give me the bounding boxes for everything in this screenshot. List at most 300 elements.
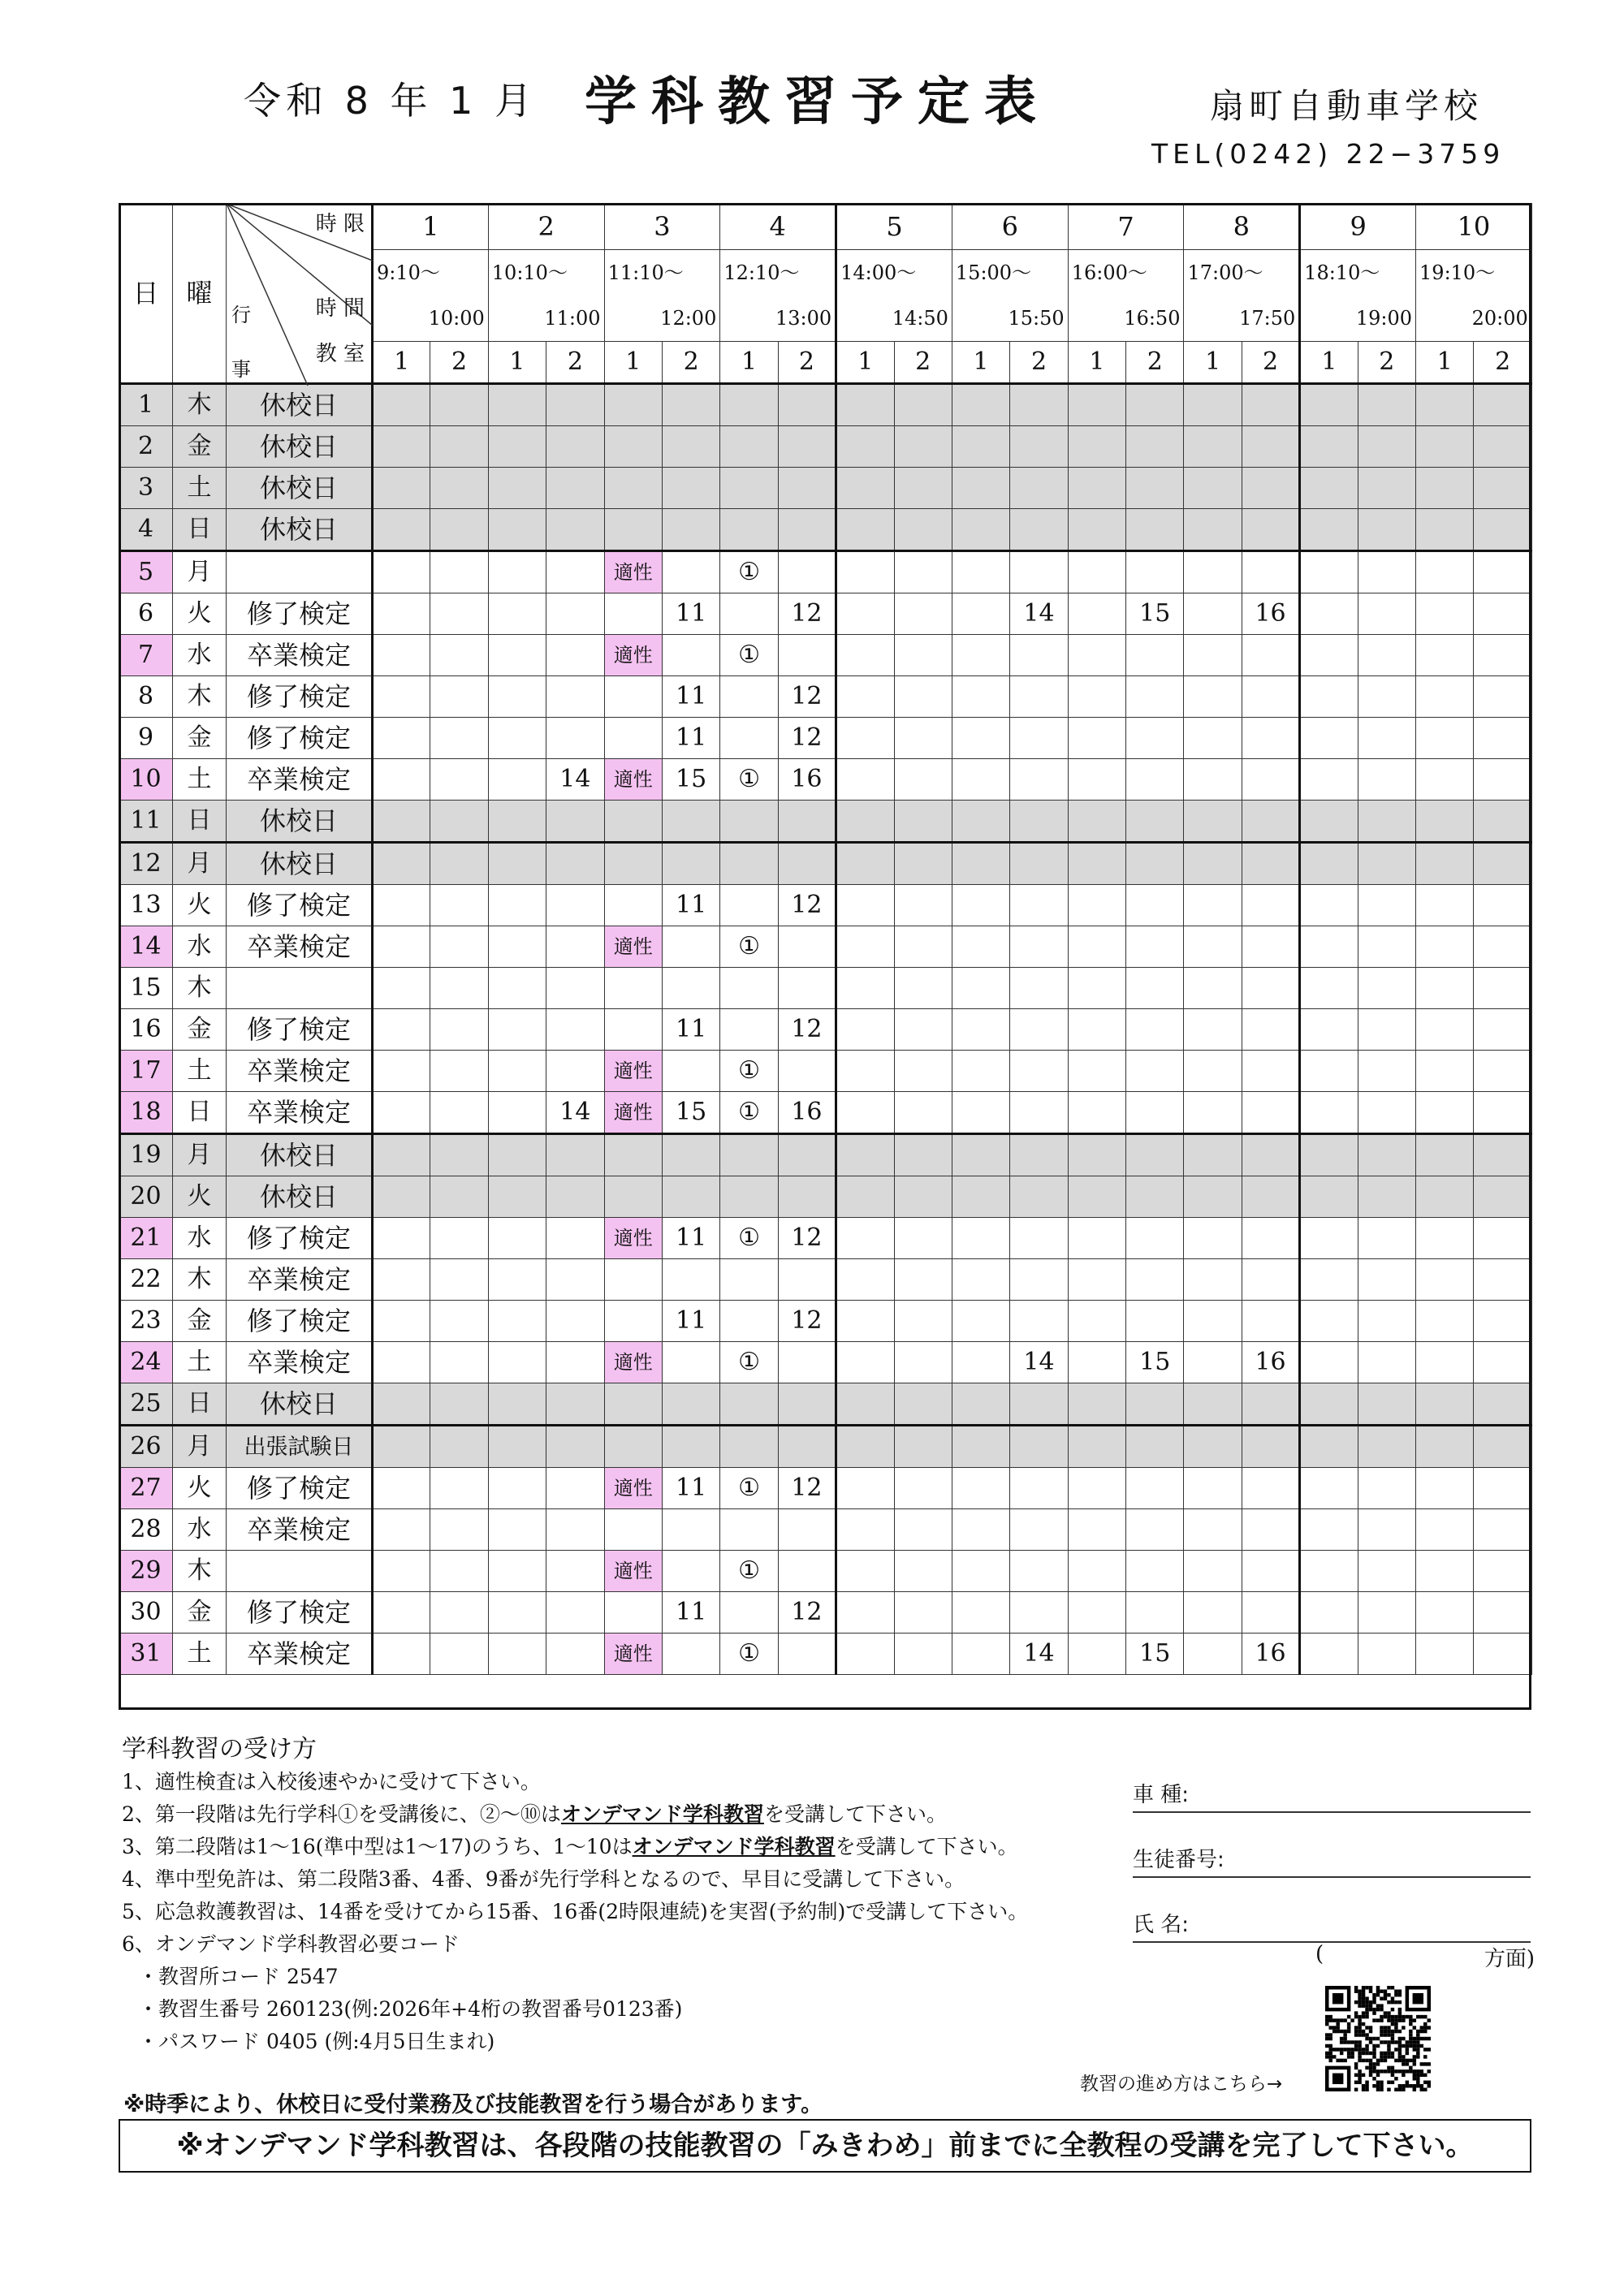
slot-cell [1416, 426, 1474, 468]
slot-cell [1474, 1134, 1531, 1176]
table-row [119, 968, 1532, 1009]
aptitude-badge: 適性 [605, 1342, 662, 1383]
slot-cell [430, 843, 488, 885]
slot-cell [1126, 1092, 1184, 1134]
slot-cell [720, 676, 778, 718]
event-cell: 修了検定 [227, 1218, 373, 1259]
slot-cell [778, 1509, 836, 1551]
slot-cell [546, 885, 604, 926]
event-cell [227, 551, 373, 593]
day-cell: 17 [119, 1051, 173, 1092]
slot-cell [430, 1509, 488, 1551]
aptitude-badge: 適性 [605, 1051, 662, 1091]
slot-cell: 12 [778, 1009, 836, 1051]
slot-cell [488, 1342, 546, 1383]
slot-cell [1300, 384, 1358, 426]
slot-cell [1474, 1592, 1531, 1634]
slot-cell [836, 759, 894, 801]
slot-cell [1358, 1634, 1415, 1675]
slot-cell [894, 426, 952, 468]
school-tel: TEL(0242) 22−3759 [1151, 138, 1505, 170]
direction-field [1315, 1942, 1535, 1972]
slot-cell [546, 1509, 604, 1551]
weekday-cell: 木 [173, 968, 227, 1009]
slot-cell [1068, 635, 1125, 676]
slot-cell [1358, 718, 1415, 759]
event-cell: 卒業検定 [227, 1342, 373, 1383]
slot-cell [1242, 1092, 1299, 1134]
slot-cell [720, 468, 778, 509]
slot-cell [1358, 1092, 1415, 1134]
slot-cell [546, 551, 604, 593]
slot-cell [1010, 509, 1068, 551]
slot-cell: 12 [778, 1301, 836, 1342]
period-start-time: 11:10〜 [604, 250, 720, 296]
slot-cell [1474, 1092, 1531, 1134]
day-cell: 31 [119, 1634, 173, 1675]
slot-cell [1358, 1426, 1415, 1468]
slot-cell [1474, 1468, 1531, 1509]
slot-cell [1010, 426, 1068, 468]
slot-cell [1010, 1426, 1068, 1468]
slot-cell [1126, 384, 1184, 426]
slot-cell [430, 801, 488, 843]
slot-cell [1184, 926, 1242, 968]
slot-cell [373, 426, 430, 468]
slot-cell [1068, 801, 1125, 843]
slot-cell [778, 968, 836, 1009]
slot-cell [373, 551, 430, 593]
slot-cell [894, 1176, 952, 1218]
slot-cell: ① [720, 1218, 778, 1259]
slot-cell [546, 801, 604, 843]
slot-cell: 12 [778, 1218, 836, 1259]
period-number: 9 [1300, 204, 1416, 250]
period-number: 8 [1184, 204, 1300, 250]
slot-cell [1068, 551, 1125, 593]
slot-cell [894, 593, 952, 635]
slot-cell [836, 1634, 894, 1675]
slot-cell [952, 1092, 1009, 1134]
slot-cell [546, 509, 604, 551]
slot-cell: 11 [662, 1218, 719, 1259]
table-row [119, 1218, 1532, 1259]
period-end-time: 20:00 [1416, 296, 1532, 342]
weekday-cell: 土 [173, 468, 227, 509]
slot-cell [1358, 968, 1415, 1009]
slot-cell [1300, 843, 1358, 885]
slot-cell [1126, 1134, 1184, 1176]
weekday-cell: 火 [173, 885, 227, 926]
event-cell: 卒業検定 [227, 1051, 373, 1092]
slot-cell [1126, 676, 1184, 718]
slot-cell [546, 968, 604, 1009]
period-end-time: 10:00 [373, 296, 489, 342]
slot-cell [546, 926, 604, 968]
event-cell: 修了検定 [227, 676, 373, 718]
slot-cell [1126, 1383, 1184, 1426]
slot-cell [1358, 509, 1415, 551]
slot-cell [373, 509, 430, 551]
slot-cell [1184, 885, 1242, 926]
slot-cell [604, 1634, 662, 1675]
slot-cell [662, 1551, 719, 1592]
event-cell: 卒業検定 [227, 1092, 373, 1134]
slot-cell [952, 1592, 1009, 1634]
event-cell: 卒業検定 [227, 1259, 373, 1301]
event-cell: 卒業検定 [227, 759, 373, 801]
slot-cell [1126, 1509, 1184, 1551]
slot-cell [1126, 1426, 1184, 1468]
slot-cell [1010, 843, 1068, 885]
period-start-time: 19:10〜 [1416, 250, 1532, 296]
slot-cell: 11 [662, 1592, 719, 1634]
slot-cell [1242, 1592, 1299, 1634]
event-cell: 休校日 [227, 801, 373, 843]
slot-cell [373, 968, 430, 1009]
slot-cell: ① [720, 551, 778, 593]
slot-cell [778, 1551, 836, 1592]
slot-cell [952, 1551, 1009, 1592]
slot-cell [1068, 1218, 1125, 1259]
day-cell: 29 [119, 1551, 173, 1592]
slot-cell [488, 1634, 546, 1675]
slot-cell: 14 [1010, 1634, 1068, 1675]
slot-cell [1416, 1426, 1474, 1468]
slot-cell [1416, 384, 1474, 426]
slot-cell [1416, 593, 1474, 635]
slot-cell: 12 [778, 593, 836, 635]
day-cell: 23 [119, 1301, 173, 1342]
slot-cell [1300, 968, 1358, 1009]
slot-cell [836, 1301, 894, 1342]
room-number: 2 [1474, 342, 1531, 384]
slot-cell: ① [720, 635, 778, 676]
slot-cell [894, 384, 952, 426]
slot-cell [662, 801, 719, 843]
slot-cell [1126, 1468, 1184, 1509]
slot-cell [1416, 968, 1474, 1009]
slot-cell [604, 1342, 662, 1383]
aptitude-badge: 適性 [605, 1634, 662, 1674]
slot-cell [720, 1509, 778, 1551]
note-2-c: を受講して下さい。 [763, 1802, 947, 1826]
slot-cell [1358, 801, 1415, 843]
slot-cell [546, 635, 604, 676]
day-cell: 10 [119, 759, 173, 801]
slot-cell [1242, 551, 1299, 593]
slot-cell [1416, 1383, 1474, 1426]
slot-cell: 12 [778, 1592, 836, 1634]
day-cell: 4 [119, 509, 173, 551]
slot-cell [836, 1009, 894, 1051]
slot-cell [1126, 551, 1184, 593]
slot-cell [894, 968, 952, 1009]
slot-cell [1184, 1301, 1242, 1342]
table-row [119, 551, 1532, 593]
slot-cell: 11 [662, 718, 719, 759]
slot-cell [662, 426, 719, 468]
slot-cell [894, 843, 952, 885]
slot-cell [836, 801, 894, 843]
slot-cell [488, 1551, 546, 1592]
slot-cell [662, 926, 719, 968]
slot-cell [430, 968, 488, 1009]
weekday-cell: 火 [173, 1176, 227, 1218]
slot-cell [720, 384, 778, 426]
table-row [119, 1592, 1532, 1634]
direction-close: 方面) [1484, 1947, 1535, 1971]
slot-cell [430, 1051, 488, 1092]
slot-cell [1242, 1301, 1299, 1342]
slot-cell [836, 1218, 894, 1259]
day-cell: 3 [119, 468, 173, 509]
slot-cell: 11 [662, 1301, 719, 1342]
diag-jigen: 時 限 [315, 212, 365, 236]
slot-cell [1416, 801, 1474, 843]
slot-cell [1358, 1301, 1415, 1342]
slot-cell [373, 1551, 430, 1592]
slot-cell [373, 718, 430, 759]
schedule-table [119, 203, 1532, 1675]
slot-cell: 16 [778, 759, 836, 801]
slot-cell [1126, 1051, 1184, 1092]
slot-cell [662, 635, 719, 676]
period-number: 3 [604, 204, 720, 250]
slot-cell [430, 509, 488, 551]
period-start-time: 10:10〜 [488, 250, 604, 296]
slot-cell [1126, 759, 1184, 801]
slot-cell [778, 1259, 836, 1301]
slot-cell [894, 1468, 952, 1509]
qr-code-icon[interactable] [1325, 1986, 1431, 2091]
period-number: 4 [720, 204, 836, 250]
slot-cell [546, 1051, 604, 1092]
slot-cell [1300, 1176, 1358, 1218]
slot-cell [373, 843, 430, 885]
slot-cell [1416, 509, 1474, 551]
slot-cell: 11 [662, 1009, 719, 1051]
slot-cell [1300, 1634, 1358, 1675]
slot-cell [1184, 426, 1242, 468]
aptitude-badge: 適性 [605, 926, 662, 967]
slot-cell [720, 718, 778, 759]
slot-cell: 16 [1242, 1342, 1299, 1383]
day-cell: 5 [119, 551, 173, 593]
room-number: 1 [488, 342, 546, 384]
slot-cell [1010, 1259, 1068, 1301]
slot-cell [1242, 384, 1299, 426]
slot-cell [894, 1218, 952, 1259]
slot-cell [430, 1218, 488, 1259]
diag-kyoshitsu: 教 室 [315, 342, 365, 366]
room-number: 2 [778, 342, 836, 384]
slot-cell [952, 1051, 1009, 1092]
slot-cell [430, 676, 488, 718]
room-number: 1 [604, 342, 662, 384]
slot-cell [894, 885, 952, 926]
day-cell: 7 [119, 635, 173, 676]
slot-cell [836, 1092, 894, 1134]
day-cell: 11 [119, 801, 173, 843]
slot-cell [373, 468, 430, 509]
slot-cell [836, 1509, 894, 1551]
slot-cell [430, 759, 488, 801]
weekday-cell: 日 [173, 801, 227, 843]
slot-cell [546, 843, 604, 885]
slot-cell [662, 384, 719, 426]
slot-cell [546, 1301, 604, 1342]
slot-cell [1184, 759, 1242, 801]
slot-cell [778, 1426, 836, 1468]
slot-cell [952, 593, 1009, 635]
note-2 [122, 1798, 1028, 1831]
slot-cell [1010, 926, 1068, 968]
slot-cell [604, 1551, 662, 1592]
slot-cell [604, 468, 662, 509]
table-row [119, 384, 1532, 426]
slot-cell [662, 1383, 719, 1426]
slot-cell [1184, 635, 1242, 676]
slot-cell [546, 718, 604, 759]
period-number: 1 [373, 204, 489, 250]
slot-cell [1126, 885, 1184, 926]
room-number: 2 [662, 342, 719, 384]
event-cell: 出張試験日 [227, 1426, 373, 1468]
slot-cell [1358, 635, 1415, 676]
slot-cell [778, 926, 836, 968]
weekday-cell: 土 [173, 1051, 227, 1092]
slot-cell [720, 1383, 778, 1426]
slot-cell [1416, 926, 1474, 968]
slot-cell [836, 1383, 894, 1426]
weekday-cell: 土 [173, 759, 227, 801]
slot-cell [720, 801, 778, 843]
table-row [119, 635, 1532, 676]
slot-cell [604, 676, 662, 718]
slot-cell [1474, 1176, 1531, 1218]
slot-cell [430, 926, 488, 968]
slot-cell [1184, 1134, 1242, 1176]
table-row [119, 593, 1532, 635]
slot-cell [1242, 426, 1299, 468]
slot-cell [836, 1176, 894, 1218]
slot-cell [1474, 1009, 1531, 1051]
slot-cell [952, 551, 1009, 593]
slot-cell [662, 1134, 719, 1176]
slot-cell [430, 1092, 488, 1134]
slot-cell [1416, 468, 1474, 509]
period-start-time: 12:10〜 [720, 250, 836, 296]
slot-cell [1474, 801, 1531, 843]
period-end-time: 17:50 [1184, 296, 1300, 342]
weekday-cell: 水 [173, 1218, 227, 1259]
slot-cell [1300, 801, 1358, 843]
weekday-cell: 金 [173, 1592, 227, 1634]
slot-cell [1010, 1218, 1068, 1259]
slot-cell [1474, 551, 1531, 593]
event-cell: 卒業検定 [227, 1634, 373, 1675]
room-number: 2 [1358, 342, 1415, 384]
slot-cell [836, 843, 894, 885]
slot-cell [1184, 1051, 1242, 1092]
slot-cell [1068, 468, 1125, 509]
slot-cell [1358, 1342, 1415, 1383]
slot-cell [604, 1509, 662, 1551]
room-number: 1 [952, 342, 1009, 384]
weekday-cell: 土 [173, 1634, 227, 1675]
slot-cell [373, 1009, 430, 1051]
slot-cell [488, 1468, 546, 1509]
slot-cell [604, 551, 662, 593]
slot-cell [373, 926, 430, 968]
table-row [119, 509, 1532, 551]
slot-cell: 14 [546, 1092, 604, 1134]
room-number: 1 [373, 342, 430, 384]
slot-cell [1300, 1551, 1358, 1592]
slot-cell [430, 1009, 488, 1051]
slot-cell [1474, 926, 1531, 968]
slot-cell [1474, 593, 1531, 635]
slot-cell [488, 468, 546, 509]
slot-cell [1300, 676, 1358, 718]
room-number: 1 [1300, 342, 1358, 384]
slot-cell [1184, 1592, 1242, 1634]
weekday-cell: 金 [173, 1009, 227, 1051]
event-cell: 休校日 [227, 426, 373, 468]
slot-cell [952, 885, 1009, 926]
slot-cell [430, 1634, 488, 1675]
room-number: 2 [1242, 342, 1299, 384]
slot-cell [778, 1134, 836, 1176]
slot-cell [1010, 635, 1068, 676]
slot-cell [604, 968, 662, 1009]
slot-cell [952, 843, 1009, 885]
slot-cell [1184, 1634, 1242, 1675]
slot-cell [1358, 384, 1415, 426]
event-cell: 卒業検定 [227, 1509, 373, 1551]
slot-cell: 14 [1010, 1342, 1068, 1383]
slot-cell [1242, 468, 1299, 509]
slot-cell [836, 926, 894, 968]
note-5: 5、応急救護教習は、14番を受けてから15番、16番(2時限連続)を実習(予約制)で受講して下さい。 [122, 1900, 1029, 1923]
slot-cell [1300, 1509, 1358, 1551]
slot-cell: 14 [1010, 593, 1068, 635]
slot-cell [1416, 1468, 1474, 1509]
slot-cell [894, 1509, 952, 1551]
note-3 [122, 1831, 1028, 1863]
slot-cell [1184, 1342, 1242, 1383]
slot-cell [1184, 593, 1242, 635]
slot-cell [430, 1176, 488, 1218]
slot-cell [1474, 676, 1531, 718]
slot-cell [1126, 1301, 1184, 1342]
slot-cell [836, 426, 894, 468]
aptitude-badge: 適性 [605, 1218, 662, 1258]
slot-cell: 15 [662, 1092, 719, 1134]
day-cell: 20 [119, 1176, 173, 1218]
slot-cell [1474, 384, 1531, 426]
slot-cell [373, 1592, 430, 1634]
slot-cell [1416, 1259, 1474, 1301]
event-cell: 修了検定 [227, 1468, 373, 1509]
slot-cell [1126, 468, 1184, 509]
aptitude-badge: 適性 [605, 1551, 662, 1591]
weekday-cell: 木 [173, 676, 227, 718]
room-number: 1 [720, 342, 778, 384]
slot-cell [430, 1592, 488, 1634]
slot-cell [952, 968, 1009, 1009]
